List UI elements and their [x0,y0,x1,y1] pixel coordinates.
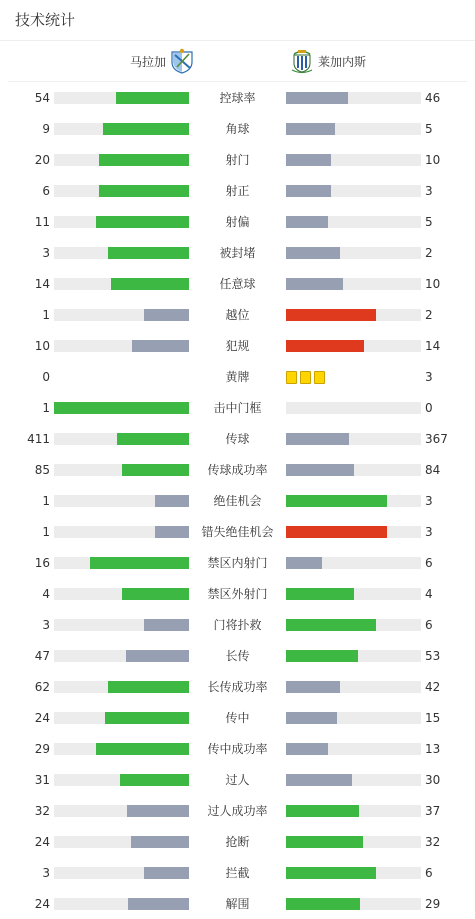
stat-label: 射正 [225,184,250,198]
home-value: 24 [34,897,50,911]
away-value: 53 [425,649,441,663]
away-bar-track [286,557,421,569]
home-bar-fill [96,743,189,755]
away-value: 13 [425,742,441,756]
home-value: 10 [34,339,50,353]
home-bar-fill [122,464,190,476]
stat-row [0,677,475,697]
away-bar-fill [286,216,328,228]
home-bar-track [54,464,189,476]
away-bar-track [286,154,421,166]
away-bar-track [286,278,421,290]
stat-label: 控球率 [219,91,256,105]
stat-row [0,584,475,604]
home-bar-fill [144,867,189,879]
home-value: 3 [42,866,50,880]
stat-label: 角球 [225,122,250,136]
home-value: 1 [42,525,50,539]
stat-row [0,305,475,325]
stat-row [0,522,475,542]
away-value: 5 [425,122,433,136]
home-value: 24 [34,835,50,849]
home-value: 16 [34,556,50,570]
away-value: 3 [425,184,433,198]
stat-row [0,429,475,449]
stat-label: 射门 [225,153,250,167]
home-bar-fill [90,557,189,569]
teams-header [8,41,467,82]
home-bar-track [54,743,189,755]
away-bar-fill [286,123,335,135]
away-bar-track [286,805,421,817]
stat-label: 绝佳机会 [213,494,262,508]
stat-label: 过人成功率 [207,804,268,818]
home-bar-fill [103,123,189,135]
away-team-name: 莱加内斯 [318,54,367,69]
home-bar-fill [111,278,189,290]
away-bar-track [286,588,421,600]
away-bar-track [286,836,421,848]
away-value: 3 [425,525,433,539]
away-bar-fill [286,340,364,352]
away-value: 6 [425,556,433,570]
stat-row [0,491,475,511]
away-bar-track [286,247,421,259]
stat-row [0,770,475,790]
home-bar-track [54,495,189,507]
home-bar-fill [155,526,189,538]
stat-label: 传中成功率 [207,742,268,756]
away-bar-track [286,712,421,724]
home-bar-track [54,216,189,228]
home-bar-fill [117,433,189,445]
away-bar-fill [286,712,337,724]
home-value: 62 [34,680,50,694]
home-bar-fill [108,247,189,259]
stat-row [0,367,475,387]
away-bar-fill [286,898,360,910]
home-bar-track [54,867,189,879]
away-value: 10 [425,153,441,167]
away-bar-track [286,774,421,786]
stat-label: 击中门框 [213,401,262,415]
home-value: 1 [42,401,50,415]
stat-label: 任意球 [219,277,256,291]
away-value: 32 [425,835,441,849]
away-value: 46 [425,91,441,105]
away-bar-track [286,526,421,538]
away-value: 6 [425,866,433,880]
stat-row [0,553,475,573]
home-bar-fill [144,619,189,631]
away-bar-track [286,340,421,352]
away-bar-fill [286,619,376,631]
home-bar-fill [99,154,189,166]
away-bar-track [286,123,421,135]
home-bar-track [54,681,189,693]
stat-row [0,212,475,232]
away-bar-fill [286,867,376,879]
stat-row [0,88,475,108]
stat-row [0,708,475,728]
away-bar-track [286,433,421,445]
away-bar-fill [286,743,328,755]
home-bar-track [54,836,189,848]
home-value: 14 [34,277,50,291]
home-value: 1 [42,494,50,508]
stat-row [0,274,475,294]
home-bar-fill [116,92,189,104]
home-bar-fill [144,309,189,321]
home-bar-track [54,309,189,321]
home-value: 85 [34,463,50,477]
away-bar-fill [286,495,387,507]
away-bar-track [286,681,421,693]
stat-label: 犯规 [225,339,250,353]
away-bar-track [286,619,421,631]
stat-label: 黄牌 [225,370,250,384]
stat-label: 禁区外射门 [207,587,268,601]
home-bar-track [54,588,189,600]
home-bar-track [54,340,189,352]
stat-label: 被封堵 [219,246,256,260]
away-bar-fill [286,433,349,445]
stat-label: 传球成功率 [207,463,268,477]
away-value: 5 [425,215,433,229]
away-bar-track [286,867,421,879]
away-value: 3 [425,494,433,508]
away-bar-track [286,185,421,197]
away-bar-fill [286,526,387,538]
away-bar-fill [286,278,343,290]
stat-label: 传中 [225,711,250,725]
stat-label: 长传成功率 [207,680,268,694]
stat-row [0,243,475,263]
home-value: 6 [42,184,50,198]
home-value: 0 [42,370,50,384]
stat-label: 抢断 [225,835,250,849]
away-value: 2 [425,246,433,260]
home-value: 32 [34,804,50,818]
home-bar-fill [155,495,189,507]
away-value: 367 [425,432,448,446]
home-bar-fill [132,340,189,352]
home-value: 31 [34,773,50,787]
home-team-name: 马拉加 [130,54,167,69]
home-bar-fill [108,681,189,693]
away-bar-track [286,743,421,755]
home-bar-track [54,619,189,631]
stat-row [0,894,475,914]
away-bar-track [286,464,421,476]
home-bar-track [54,433,189,445]
away-bar-fill [286,464,354,476]
away-value: 29 [425,897,441,911]
stat-row [0,832,475,852]
home-bar-track [54,526,189,538]
home-bar-fill [54,402,189,414]
stat-row [0,119,475,139]
home-value: 29 [34,742,50,756]
stat-label: 解围 [225,897,250,911]
home-bar-track [54,774,189,786]
home-bar-track [54,557,189,569]
home-bar-track [54,185,189,197]
away-value: 3 [425,370,433,384]
away-bar-fill [286,309,376,321]
stat-label: 长传 [225,649,250,663]
away-bar-fill [286,185,331,197]
home-bar-track [54,898,189,910]
home-value: 411 [27,432,50,446]
away-bar-track [286,92,421,104]
home-team[interactable] [126,41,194,81]
away-value: 0 [425,401,433,415]
home-value: 54 [34,91,50,105]
away-bar-fill [286,836,363,848]
away-value: 10 [425,277,441,291]
stat-row [0,863,475,883]
home-bar-fill [96,216,189,228]
away-bar-fill [286,774,352,786]
away-team[interactable] [290,41,370,81]
home-bar-track [54,247,189,259]
home-bar-fill [99,185,189,197]
away-bar-fill [286,154,331,166]
home-value: 47 [34,649,50,663]
yellow-card-icon [314,371,325,384]
away-value: 30 [425,773,441,787]
stat-label: 拦截 [225,866,250,880]
away-bar-track [286,898,421,910]
home-bar-track [54,712,189,724]
away-value: 14 [425,339,441,353]
page-title: 技术统计 [0,0,475,41]
stat-row [0,398,475,418]
stat-label: 错失绝佳机会 [201,525,274,539]
yellow-card-icon [300,371,311,384]
home-bar-fill [128,898,189,910]
malaga-crest-icon [170,48,194,74]
home-bar-fill [126,650,189,662]
home-bar-track [54,123,189,135]
home-bar-fill [120,774,189,786]
stat-label: 越位 [225,308,250,322]
home-bar-track [54,650,189,662]
home-bar-track [54,92,189,104]
away-bar-track [286,650,421,662]
away-value: 42 [425,680,441,694]
stat-label: 过人 [225,773,250,787]
away-bar-fill [286,557,322,569]
away-value: 2 [425,308,433,322]
away-value: 84 [425,463,441,477]
stat-label: 门将扑救 [213,618,262,632]
away-value: 37 [425,804,441,818]
stat-row [0,615,475,635]
home-value: 4 [42,587,50,601]
home-value: 9 [42,122,50,136]
home-bar-fill [105,712,189,724]
away-bar-track [286,309,421,321]
home-value: 11 [34,215,50,229]
home-bar-track [54,805,189,817]
stat-row [0,646,475,666]
home-bar-fill [122,588,190,600]
away-value: 15 [425,711,441,725]
away-bar-fill [286,805,359,817]
away-bar-fill [286,247,340,259]
home-value: 3 [42,246,50,260]
stat-row [0,460,475,480]
home-bar-fill [127,805,189,817]
yellow-cards [286,371,325,384]
home-value: 1 [42,308,50,322]
away-bar-fill [286,588,354,600]
home-value: 20 [34,153,50,167]
stat-label: 禁区内射门 [207,556,268,570]
stat-row [0,336,475,356]
away-bar-track [286,495,421,507]
home-value: 24 [34,711,50,725]
away-bar-fill [286,650,358,662]
stat-row [0,150,475,170]
away-bar-track [286,402,421,414]
stat-label: 传球 [225,432,250,446]
away-bar-track [286,216,421,228]
stat-row [0,801,475,821]
away-value: 6 [425,618,433,632]
home-bar-fill [131,836,189,848]
yellow-card-icon [286,371,297,384]
home-bar-track [54,278,189,290]
away-bar-fill [286,681,340,693]
stat-label: 射偏 [225,215,250,229]
home-bar-track [54,154,189,166]
stat-row [0,739,475,759]
home-bar-track [54,402,189,414]
leganes-crest-icon [290,48,314,74]
away-bar-fill [286,92,348,104]
home-value: 3 [42,618,50,632]
away-value: 4 [425,587,433,601]
stat-row [0,181,475,201]
